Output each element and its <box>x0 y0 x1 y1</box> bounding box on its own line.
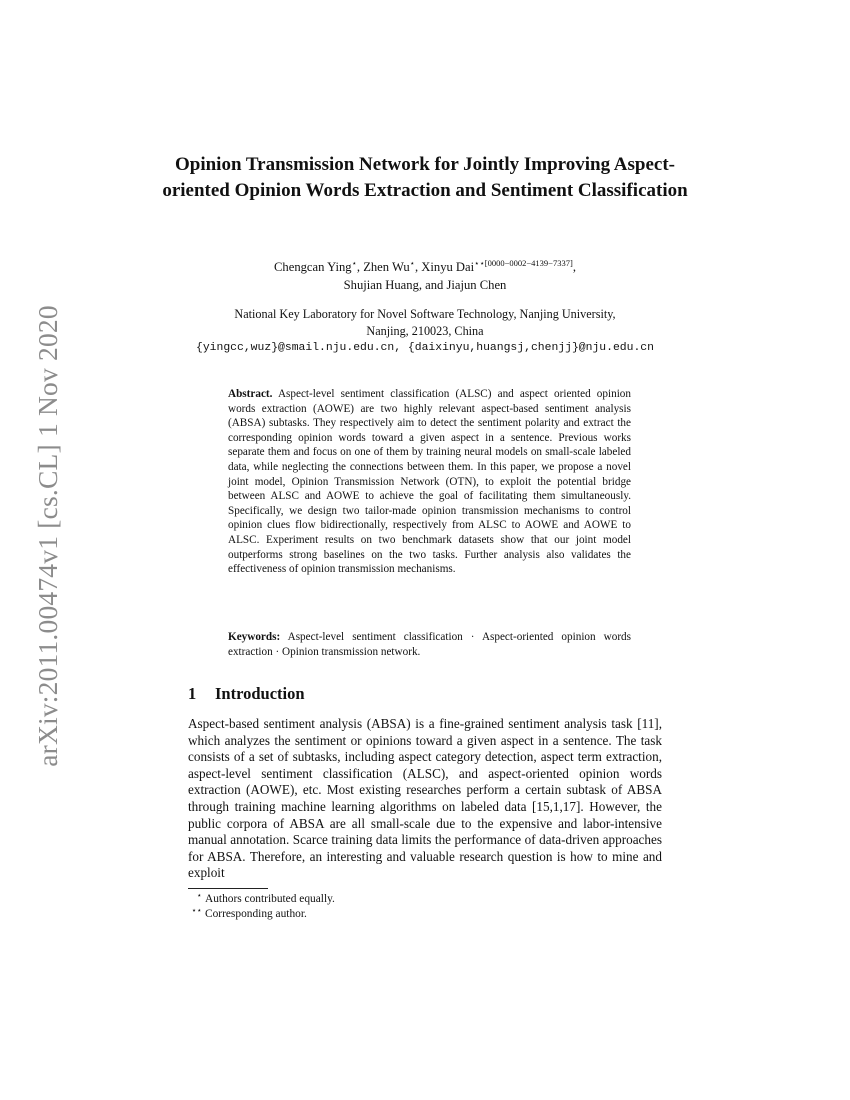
keywords-text: Aspect-level sentiment classification · Aspect-oriented opinion words extraction · Opinion transmission network. <box>228 631 631 658</box>
introduction-paragraph: Aspect-based sentiment analysis (ABSA) is a fine-grained sentiment analysis task [11], which analyzes the sentiment or opinions toward a given aspect in a sentence. The task consists of a set of subtasks, including aspect category detection, aspect term extraction, aspect-level sentiment classification (ALSC), and aspect-oriented opinion words extraction (AOWE), etc. Most existing researches perform a certain subtask of ABSA through training machine learning algorithms on labeled data [15,1,17]. However, the public corpora of ABSA are all small-scale due to the expensive and labor-intensive manual annotation. Scarce training data limits the performance of data-driven approaches for ABSA. Therefore, an interesting and valuable research question is how to mine and exploit <box>188 716 662 881</box>
arxiv-stamp <box>26 296 70 776</box>
arxiv-stamp-text: arXiv:2011.00474v1 [cs.CL] 1 Nov 2020 <box>32 305 64 767</box>
author-mark: ⋆ <box>351 258 357 268</box>
author-name: Chengcan Ying <box>274 260 352 274</box>
author-mark: ⋆ <box>409 258 415 268</box>
author-name: Shujian Huang <box>343 278 419 292</box>
abstract <box>228 387 631 577</box>
affiliation-line: National Key Laboratory for Novel Software Technology, Nanjing University, <box>234 307 616 321</box>
section-number: 1 <box>188 684 197 703</box>
footnote: ⋆ Authors contributed equally. <box>196 890 335 905</box>
footnotes <box>188 892 662 921</box>
abstract-text: Aspect-level sentiment classification (ALSC) and aspect oriented opinion words extraction (AOWE) are two highly relevant aspect-based sentiment analysis (ABSA) subtasks. They respectively aim to detect the sentiment polarity and extract the corresponding opinion words toward a given aspect in a sentence. Previous works separate them and focus on one of them by training neural models on small-scale labeled data, while neglecting the connections between them. In this paper, we propose a novel joint model, Opinion Transmission Network (OTN), to exploit the potential bridge between ALSC and AOWE to achieve the goal of facilitating them simultaneously. Specifically, we design two tailor-made opinion transmission mechanisms to control opinion clues flow bidirectionally, respectively from ALSC to AOWE and AOWE to ALSC. Experiment results on two benchmark datasets show that our joint model outperforms strong baselines on the two tasks. Further analysis also validates the effectiveness of opinion transmission mechanisms. <box>228 388 631 576</box>
keywords-label: Keywords: <box>228 631 281 643</box>
author-name: Zhen Wu <box>363 260 410 274</box>
affiliation-line: Nanjing, 210023, China <box>366 324 484 338</box>
footnote: ⋆⋆ Corresponding author. <box>191 904 307 920</box>
keywords <box>228 630 631 659</box>
author-mark: ⋆⋆[0000−0002−4139−7337] <box>474 258 573 268</box>
abstract-label: Abstract. <box>228 388 273 400</box>
section-heading <box>188 684 305 704</box>
email-addresses: {yingcc,wuz}@smail.nju.edu.cn, {daixinyu,huangsj,chenjj}@nju.edu.cn <box>196 342 654 354</box>
footnote-rule <box>188 888 268 889</box>
paper-title: Opinion Transmission Network for Jointly Improving Aspect-oriented Opinion Words Extraction and Sentiment Classification <box>162 154 688 201</box>
affiliation <box>150 306 700 340</box>
author-list: Chengcan Ying⋆, Zhen Wu⋆, Xinyu Dai$^{⋆⋆[0000-0002-4139-7337]}$, Shujian Huang, and Jiajun Chen <box>274 258 576 292</box>
footnote-text: Corresponding author. <box>205 907 307 920</box>
author-name: Jiajun Chen <box>446 278 507 292</box>
section-title: Introduction <box>215 684 305 703</box>
author-name: Xinyu Dai <box>421 260 475 274</box>
footnote-text: Authors contributed equally. <box>205 893 335 905</box>
